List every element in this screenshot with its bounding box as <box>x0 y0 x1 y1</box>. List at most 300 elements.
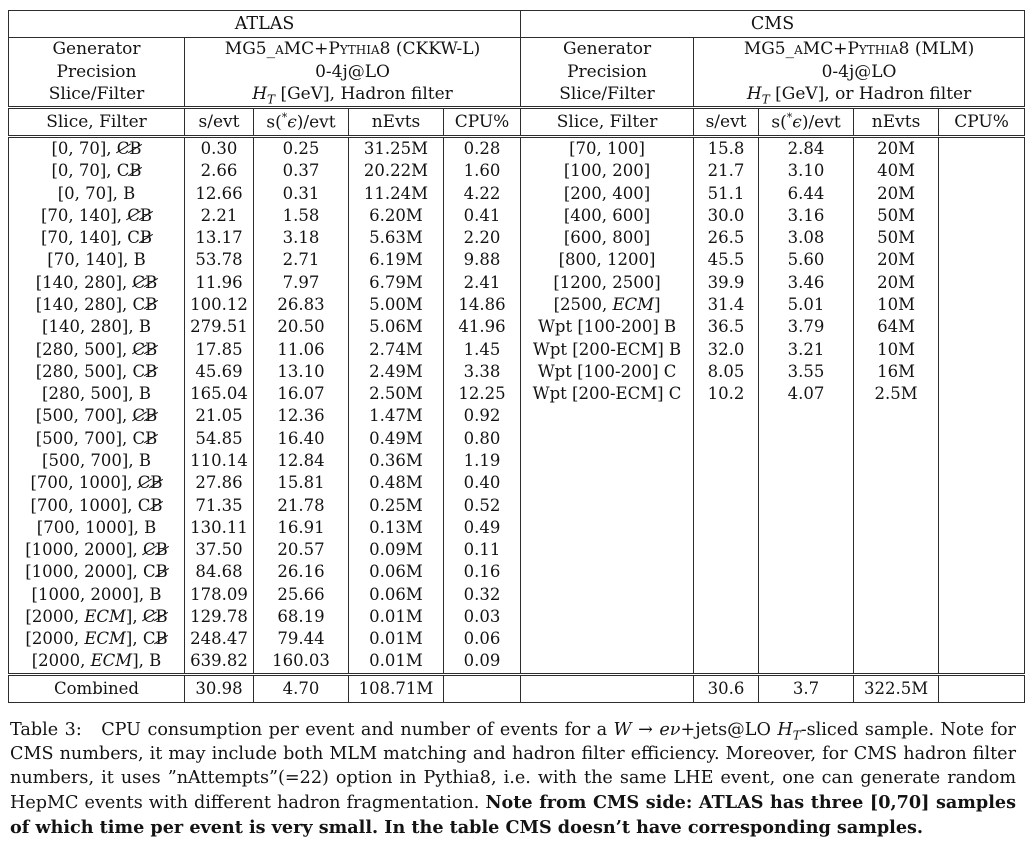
value-cell: 15.81 <box>254 472 349 494</box>
slice-filter-cell: [70, 140], B <box>9 249 185 271</box>
value-cell <box>854 561 939 583</box>
value-cell <box>939 450 1025 472</box>
value-cell <box>854 517 939 539</box>
value-cell: 16M <box>854 361 939 383</box>
value-cell: 21.7 <box>694 160 759 182</box>
value-cell <box>759 539 854 561</box>
table-row <box>9 539 1025 561</box>
value-cell: 2.20 <box>444 227 521 249</box>
value-cell: 0.25 <box>254 137 349 161</box>
value-cell <box>939 294 1025 316</box>
value-cell: 15.8 <box>694 137 759 161</box>
slice-filter-cell: [1000, 2000], B <box>9 584 185 606</box>
value-cell: 6.79M <box>349 272 444 294</box>
cms-col-slice-filter: Slice, Filter <box>521 108 694 137</box>
value-cell <box>939 561 1025 583</box>
value-cell <box>939 205 1025 227</box>
table-row <box>9 472 1025 494</box>
value-cell: 26.16 <box>254 561 349 583</box>
table-row <box>9 137 1025 161</box>
value-cell: 3.16 <box>759 205 854 227</box>
cms-col-nevts: nEvts <box>854 108 939 137</box>
value-cell: 71.35 <box>185 495 254 517</box>
atlas-col-slice-filter: Slice, Filter <box>9 108 185 137</box>
value-cell: 13.17 <box>185 227 254 249</box>
value-cell: 1.60 <box>444 160 521 182</box>
value-cell: 3.21 <box>759 339 854 361</box>
atlas-col-nevts: nEvts <box>349 108 444 137</box>
value-cell: 3.08 <box>759 227 854 249</box>
slice-filter-cell <box>521 495 694 517</box>
table-row <box>9 205 1025 227</box>
value-cell <box>854 405 939 427</box>
value-cell: 0.09M <box>349 539 444 561</box>
value-cell: 53.78 <box>185 249 254 271</box>
value-cell: 3.18 <box>254 227 349 249</box>
value-cell: 11.06 <box>254 339 349 361</box>
value-cell: 0.80 <box>444 428 521 450</box>
slice-filter-cell: [600, 800] <box>521 227 694 249</box>
cms-generator-value: MG5_aMC+Pythia8 (MLM) <box>743 39 975 60</box>
value-cell: 20.57 <box>254 539 349 561</box>
value-cell <box>854 628 939 650</box>
value-cell: 84.68 <box>185 561 254 583</box>
value-cell: 45.69 <box>185 361 254 383</box>
value-cell: 0.41 <box>444 205 521 227</box>
table-row <box>9 495 1025 517</box>
slice-filter-cell: [0, 70], B <box>9 183 185 205</box>
value-cell: 5.01 <box>759 294 854 316</box>
cms-combined-nevts: 322.5M <box>854 674 939 702</box>
value-cell <box>854 450 939 472</box>
atlas-combined-nevts: 108.71M <box>349 674 444 702</box>
value-cell: 36.5 <box>694 316 759 338</box>
value-cell <box>939 584 1025 606</box>
slice-filter-cell: [70, 140], CB <box>9 205 185 227</box>
value-cell: 0.01M <box>349 628 444 650</box>
cms-col-s-evt: s/evt <box>694 108 759 137</box>
value-cell <box>939 495 1025 517</box>
atlas-col-s-evt: s/evt <box>185 108 254 137</box>
value-cell <box>759 561 854 583</box>
value-cell <box>854 472 939 494</box>
cms-col-cpu: CPU% <box>939 108 1025 137</box>
value-cell <box>694 561 759 583</box>
slice-filter-cell: [500, 700], CB <box>9 405 185 427</box>
cms-precision-value: 0-4j@LO <box>821 61 897 82</box>
value-cell <box>694 628 759 650</box>
cms-title: CMS <box>521 11 1025 38</box>
cms-generator-label: Generator <box>562 39 652 60</box>
value-cell <box>939 361 1025 383</box>
value-cell: 3.38 <box>444 361 521 383</box>
value-cell: 0.16 <box>444 561 521 583</box>
value-cell: 130.11 <box>185 517 254 539</box>
value-cell: 79.44 <box>254 628 349 650</box>
value-cell <box>854 428 939 450</box>
value-cell: 1.58 <box>254 205 349 227</box>
value-cell: 2.84 <box>759 137 854 161</box>
value-cell <box>939 227 1025 249</box>
value-cell: 0.92 <box>444 405 521 427</box>
slice-filter-cell: [280, 500], CB <box>9 361 185 383</box>
slice-filter-cell: [280, 500], B <box>9 383 185 405</box>
value-cell: 20.50 <box>254 316 349 338</box>
value-cell <box>759 584 854 606</box>
value-cell: 2.21 <box>185 205 254 227</box>
value-cell: 110.14 <box>185 450 254 472</box>
value-cell: 40M <box>854 160 939 182</box>
column-header-row <box>9 108 1025 137</box>
value-cell: 0.49 <box>444 517 521 539</box>
value-cell <box>759 650 854 674</box>
value-cell: 2.41 <box>444 272 521 294</box>
value-cell <box>759 450 854 472</box>
slice-filter-cell: [70, 140], CB <box>9 227 185 249</box>
generator-meta-row <box>9 38 1025 108</box>
value-cell: 639.82 <box>185 650 254 674</box>
value-cell: 1.47M <box>349 405 444 427</box>
value-cell: 3.46 <box>759 272 854 294</box>
value-cell: 0.03 <box>444 606 521 628</box>
table-row <box>9 628 1025 650</box>
value-cell: 0.52 <box>444 495 521 517</box>
value-cell <box>759 517 854 539</box>
table-row <box>9 361 1025 383</box>
value-cell: 0.48M <box>349 472 444 494</box>
value-cell: 0.49M <box>349 428 444 450</box>
value-cell: 16.40 <box>254 428 349 450</box>
value-cell: 20.22M <box>349 160 444 182</box>
value-cell <box>939 160 1025 182</box>
value-cell <box>694 428 759 450</box>
value-cell: 0.25M <box>349 495 444 517</box>
value-cell: 32.0 <box>694 339 759 361</box>
value-cell <box>694 539 759 561</box>
cms-slice-label: Slice/Filter <box>559 84 655 105</box>
slice-filter-cell: [140, 280], CB <box>9 294 185 316</box>
value-cell <box>854 606 939 628</box>
value-cell: 64M <box>854 316 939 338</box>
value-cell <box>759 405 854 427</box>
value-cell: 0.37 <box>254 160 349 182</box>
value-cell: 0.28 <box>444 137 521 161</box>
slice-filter-cell <box>521 517 694 539</box>
slice-filter-cell: [1000, 2000], CB <box>9 561 185 583</box>
value-cell: 41.96 <box>444 316 521 338</box>
value-cell <box>694 495 759 517</box>
slice-filter-cell: [2500, ECM] <box>521 294 694 316</box>
value-cell: 50M <box>854 205 939 227</box>
table-row <box>9 450 1025 472</box>
value-cell <box>694 450 759 472</box>
value-cell <box>759 495 854 517</box>
value-cell <box>939 183 1025 205</box>
value-cell: 8.05 <box>694 361 759 383</box>
value-cell <box>759 606 854 628</box>
slice-filter-cell: Wpt [200-ECM] B <box>521 339 694 361</box>
value-cell: 21.05 <box>185 405 254 427</box>
value-cell: 0.09 <box>444 650 521 674</box>
value-cell: 25.66 <box>254 584 349 606</box>
value-cell: 54.85 <box>185 428 254 450</box>
value-cell: 2.49M <box>349 361 444 383</box>
value-cell: 20M <box>854 137 939 161</box>
value-cell: 0.13M <box>349 517 444 539</box>
value-cell: 3.79 <box>759 316 854 338</box>
cms-precision-label: Precision <box>567 61 648 82</box>
slice-filter-cell: [100, 200] <box>521 160 694 182</box>
value-cell: 165.04 <box>185 383 254 405</box>
value-cell <box>854 584 939 606</box>
slice-filter-cell <box>521 584 694 606</box>
table-data-body <box>9 137 1025 675</box>
slice-filter-cell: [500, 700], B <box>9 450 185 472</box>
table-row <box>9 249 1025 271</box>
slice-filter-cell: [0, 70], CB <box>9 160 185 182</box>
value-cell <box>694 517 759 539</box>
value-cell: 16.07 <box>254 383 349 405</box>
value-cell <box>939 428 1025 450</box>
table-row <box>9 160 1025 182</box>
value-cell: 9.88 <box>444 249 521 271</box>
value-cell: 17.85 <box>185 339 254 361</box>
value-cell: 0.06M <box>349 584 444 606</box>
value-cell: 5.06M <box>349 316 444 338</box>
atlas-precision-value: 0-4j@LO <box>315 61 390 82</box>
value-cell <box>759 472 854 494</box>
slice-filter-cell <box>521 628 694 650</box>
table-row <box>9 339 1025 361</box>
value-cell: 2.71 <box>254 249 349 271</box>
cms-slice-value: $H_T$ [GeV], or Hadron filter <box>746 84 972 107</box>
slice-filter-cell: [500, 700], CB <box>9 428 185 450</box>
value-cell: 0.01M <box>349 606 444 628</box>
value-cell <box>939 606 1025 628</box>
value-cell: 12.25 <box>444 383 521 405</box>
value-cell: 178.09 <box>185 584 254 606</box>
value-cell: 0.36M <box>349 450 444 472</box>
value-cell: 30.0 <box>694 205 759 227</box>
value-cell: 31.25M <box>349 137 444 161</box>
atlas-title: ATLAS <box>9 11 521 38</box>
value-cell: 0.31 <box>254 183 349 205</box>
value-cell: 26.5 <box>694 227 759 249</box>
slice-filter-cell: Wpt [100-200] B <box>521 316 694 338</box>
slice-filter-cell: Wpt [100-200] C <box>521 361 694 383</box>
slice-filter-cell: [800, 1200] <box>521 249 694 271</box>
value-cell: 1.45 <box>444 339 521 361</box>
cms-combined-label <box>521 674 694 702</box>
value-cell <box>939 249 1025 271</box>
value-cell: 0.11 <box>444 539 521 561</box>
value-cell: 10M <box>854 339 939 361</box>
value-cell: 279.51 <box>185 316 254 338</box>
value-cell: 13.10 <box>254 361 349 383</box>
value-cell: 129.78 <box>185 606 254 628</box>
slice-filter-cell: [700, 1000], CB <box>9 495 185 517</box>
value-cell: 2.66 <box>185 160 254 182</box>
value-cell: 3.55 <box>759 361 854 383</box>
value-cell: 0.32 <box>444 584 521 606</box>
value-cell: 5.60 <box>759 249 854 271</box>
cms-combined-se-evt: 3.7 <box>759 674 854 702</box>
value-cell <box>694 650 759 674</box>
table-row <box>9 294 1025 316</box>
value-cell: 1.19 <box>444 450 521 472</box>
experiment-title-row <box>9 11 1025 38</box>
value-cell <box>854 650 939 674</box>
table-row <box>9 606 1025 628</box>
table-row <box>9 561 1025 583</box>
slice-filter-cell: Wpt [200-ECM] C <box>521 383 694 405</box>
value-cell: 5.00M <box>349 294 444 316</box>
value-cell: 2.74M <box>349 339 444 361</box>
table-row <box>9 517 1025 539</box>
value-cell <box>759 428 854 450</box>
value-cell: 0.01M <box>349 650 444 674</box>
slice-filter-cell: [0, 70], CB <box>9 137 185 161</box>
slice-filter-cell: [2000, ECM], CB <box>9 628 185 650</box>
table-row <box>9 272 1025 294</box>
atlas-col-cpu: CPU% <box>444 108 521 137</box>
slice-filter-cell <box>521 428 694 450</box>
slice-filter-cell: [280, 500], CB <box>9 339 185 361</box>
value-cell: 12.84 <box>254 450 349 472</box>
value-cell: 6.20M <box>349 205 444 227</box>
table-row <box>9 584 1025 606</box>
value-cell: 2.5M <box>854 383 939 405</box>
value-cell: 10M <box>854 294 939 316</box>
value-cell: 6.19M <box>349 249 444 271</box>
table-row <box>9 428 1025 450</box>
value-cell: 0.30 <box>185 137 254 161</box>
value-cell: 0.06 <box>444 628 521 650</box>
value-cell: 5.63M <box>349 227 444 249</box>
atlas-combined-cpu <box>444 674 521 702</box>
value-cell <box>854 495 939 517</box>
table-row <box>9 650 1025 674</box>
slice-filter-cell: [140, 280], CB <box>9 272 185 294</box>
slice-filter-cell: [70, 100] <box>521 137 694 161</box>
value-cell: 45.5 <box>694 249 759 271</box>
value-cell <box>939 472 1025 494</box>
slice-filter-cell: [700, 1000], CB <box>9 472 185 494</box>
slice-filter-cell <box>521 450 694 472</box>
cms-meta-labels <box>521 38 694 108</box>
value-cell: 20M <box>854 183 939 205</box>
table-row <box>9 383 1025 405</box>
value-cell: 6.44 <box>759 183 854 205</box>
atlas-col-se-evt: s(*ϵ)/evt <box>254 108 349 137</box>
value-cell: 51.1 <box>694 183 759 205</box>
value-cell <box>939 383 1025 405</box>
value-cell: 21.78 <box>254 495 349 517</box>
value-cell <box>694 472 759 494</box>
value-cell <box>694 405 759 427</box>
atlas-precision-label: Precision <box>56 61 137 82</box>
value-cell: 20M <box>854 249 939 271</box>
slice-filter-cell <box>521 539 694 561</box>
atlas-slice-label: Slice/Filter <box>48 84 145 105</box>
value-cell: 4.22 <box>444 183 521 205</box>
slice-filter-cell <box>521 650 694 674</box>
cms-col-se-evt: s(*ϵ)/evt <box>759 108 854 137</box>
atlas-slice-value: $H_T$ [GeV], Hadron filter <box>252 84 453 107</box>
atlas-combined-s-evt: 30.98 <box>185 674 254 702</box>
value-cell: 7.97 <box>254 272 349 294</box>
slice-filter-cell <box>521 472 694 494</box>
value-cell: 248.47 <box>185 628 254 650</box>
atlas-combined-label: Combined <box>9 674 185 702</box>
table-caption: Table 3: CPU consumption per event and number of events for a W → eν+jets@LO $H_T$-sliced sample. Note for CMS numbers, it may include both MLM matching and hadron filter efficiency. Moreover, for CMS hadron filter numbers, it uses ”nAttempts”(=22) option in Pythia8, i.e. with the same LHE event, one can generate random HepMC events with different hadron fragmentation. Note from CMS side: ATLAS has three [0,70] samples of which time per event is very small. In the table CMS doesn’t have corresponding samples. <box>10 719 1016 838</box>
slice-filter-cell: [140, 280], B <box>9 316 185 338</box>
atlas-meta-values <box>185 38 521 108</box>
value-cell <box>939 405 1025 427</box>
atlas-combined-se-evt: 4.70 <box>254 674 349 702</box>
table-row <box>9 316 1025 338</box>
value-cell: 12.36 <box>254 405 349 427</box>
slice-filter-cell: [700, 1000], B <box>9 517 185 539</box>
value-cell: 37.50 <box>185 539 254 561</box>
value-cell: 11.96 <box>185 272 254 294</box>
value-cell: 100.12 <box>185 294 254 316</box>
slice-filter-cell <box>521 606 694 628</box>
value-cell: 2.50M <box>349 383 444 405</box>
table-footer-block <box>9 674 1025 702</box>
value-cell: 39.9 <box>694 272 759 294</box>
cms-combined-cpu <box>939 674 1025 702</box>
value-cell: 0.06M <box>349 561 444 583</box>
value-cell: 14.86 <box>444 294 521 316</box>
value-cell: 10.2 <box>694 383 759 405</box>
value-cell <box>694 606 759 628</box>
value-cell <box>759 628 854 650</box>
slice-filter-cell: [2000, ECM], CB <box>9 606 185 628</box>
value-cell: 16.91 <box>254 517 349 539</box>
cms-meta-values <box>694 38 1025 108</box>
value-cell: 27.86 <box>185 472 254 494</box>
value-cell <box>939 272 1025 294</box>
atlas-generator-value: MG5_aMC+Pythia8 (CKKW-L) <box>224 39 481 60</box>
combined-row <box>9 674 1025 702</box>
value-cell: 4.07 <box>759 383 854 405</box>
value-cell: 31.4 <box>694 294 759 316</box>
slice-filter-cell: [1000, 2000], CB <box>9 539 185 561</box>
value-cell <box>854 539 939 561</box>
value-cell <box>939 650 1025 674</box>
atlas-generator-label: Generator <box>52 39 141 60</box>
value-cell: 20M <box>854 272 939 294</box>
value-cell: 68.19 <box>254 606 349 628</box>
value-cell <box>939 539 1025 561</box>
slice-filter-cell: [400, 600] <box>521 205 694 227</box>
atlas-meta-labels <box>9 38 185 108</box>
slice-filter-cell: [1200, 2500] <box>521 272 694 294</box>
table-row <box>9 227 1025 249</box>
value-cell: 12.66 <box>185 183 254 205</box>
table-row <box>9 183 1025 205</box>
value-cell <box>939 137 1025 161</box>
slice-filter-cell <box>521 561 694 583</box>
slice-filter-cell: [2000, ECM], B <box>9 650 185 674</box>
value-cell <box>694 584 759 606</box>
value-cell: 0.40 <box>444 472 521 494</box>
value-cell: 3.10 <box>759 160 854 182</box>
value-cell <box>939 316 1025 338</box>
value-cell <box>939 517 1025 539</box>
value-cell: 11.24M <box>349 183 444 205</box>
